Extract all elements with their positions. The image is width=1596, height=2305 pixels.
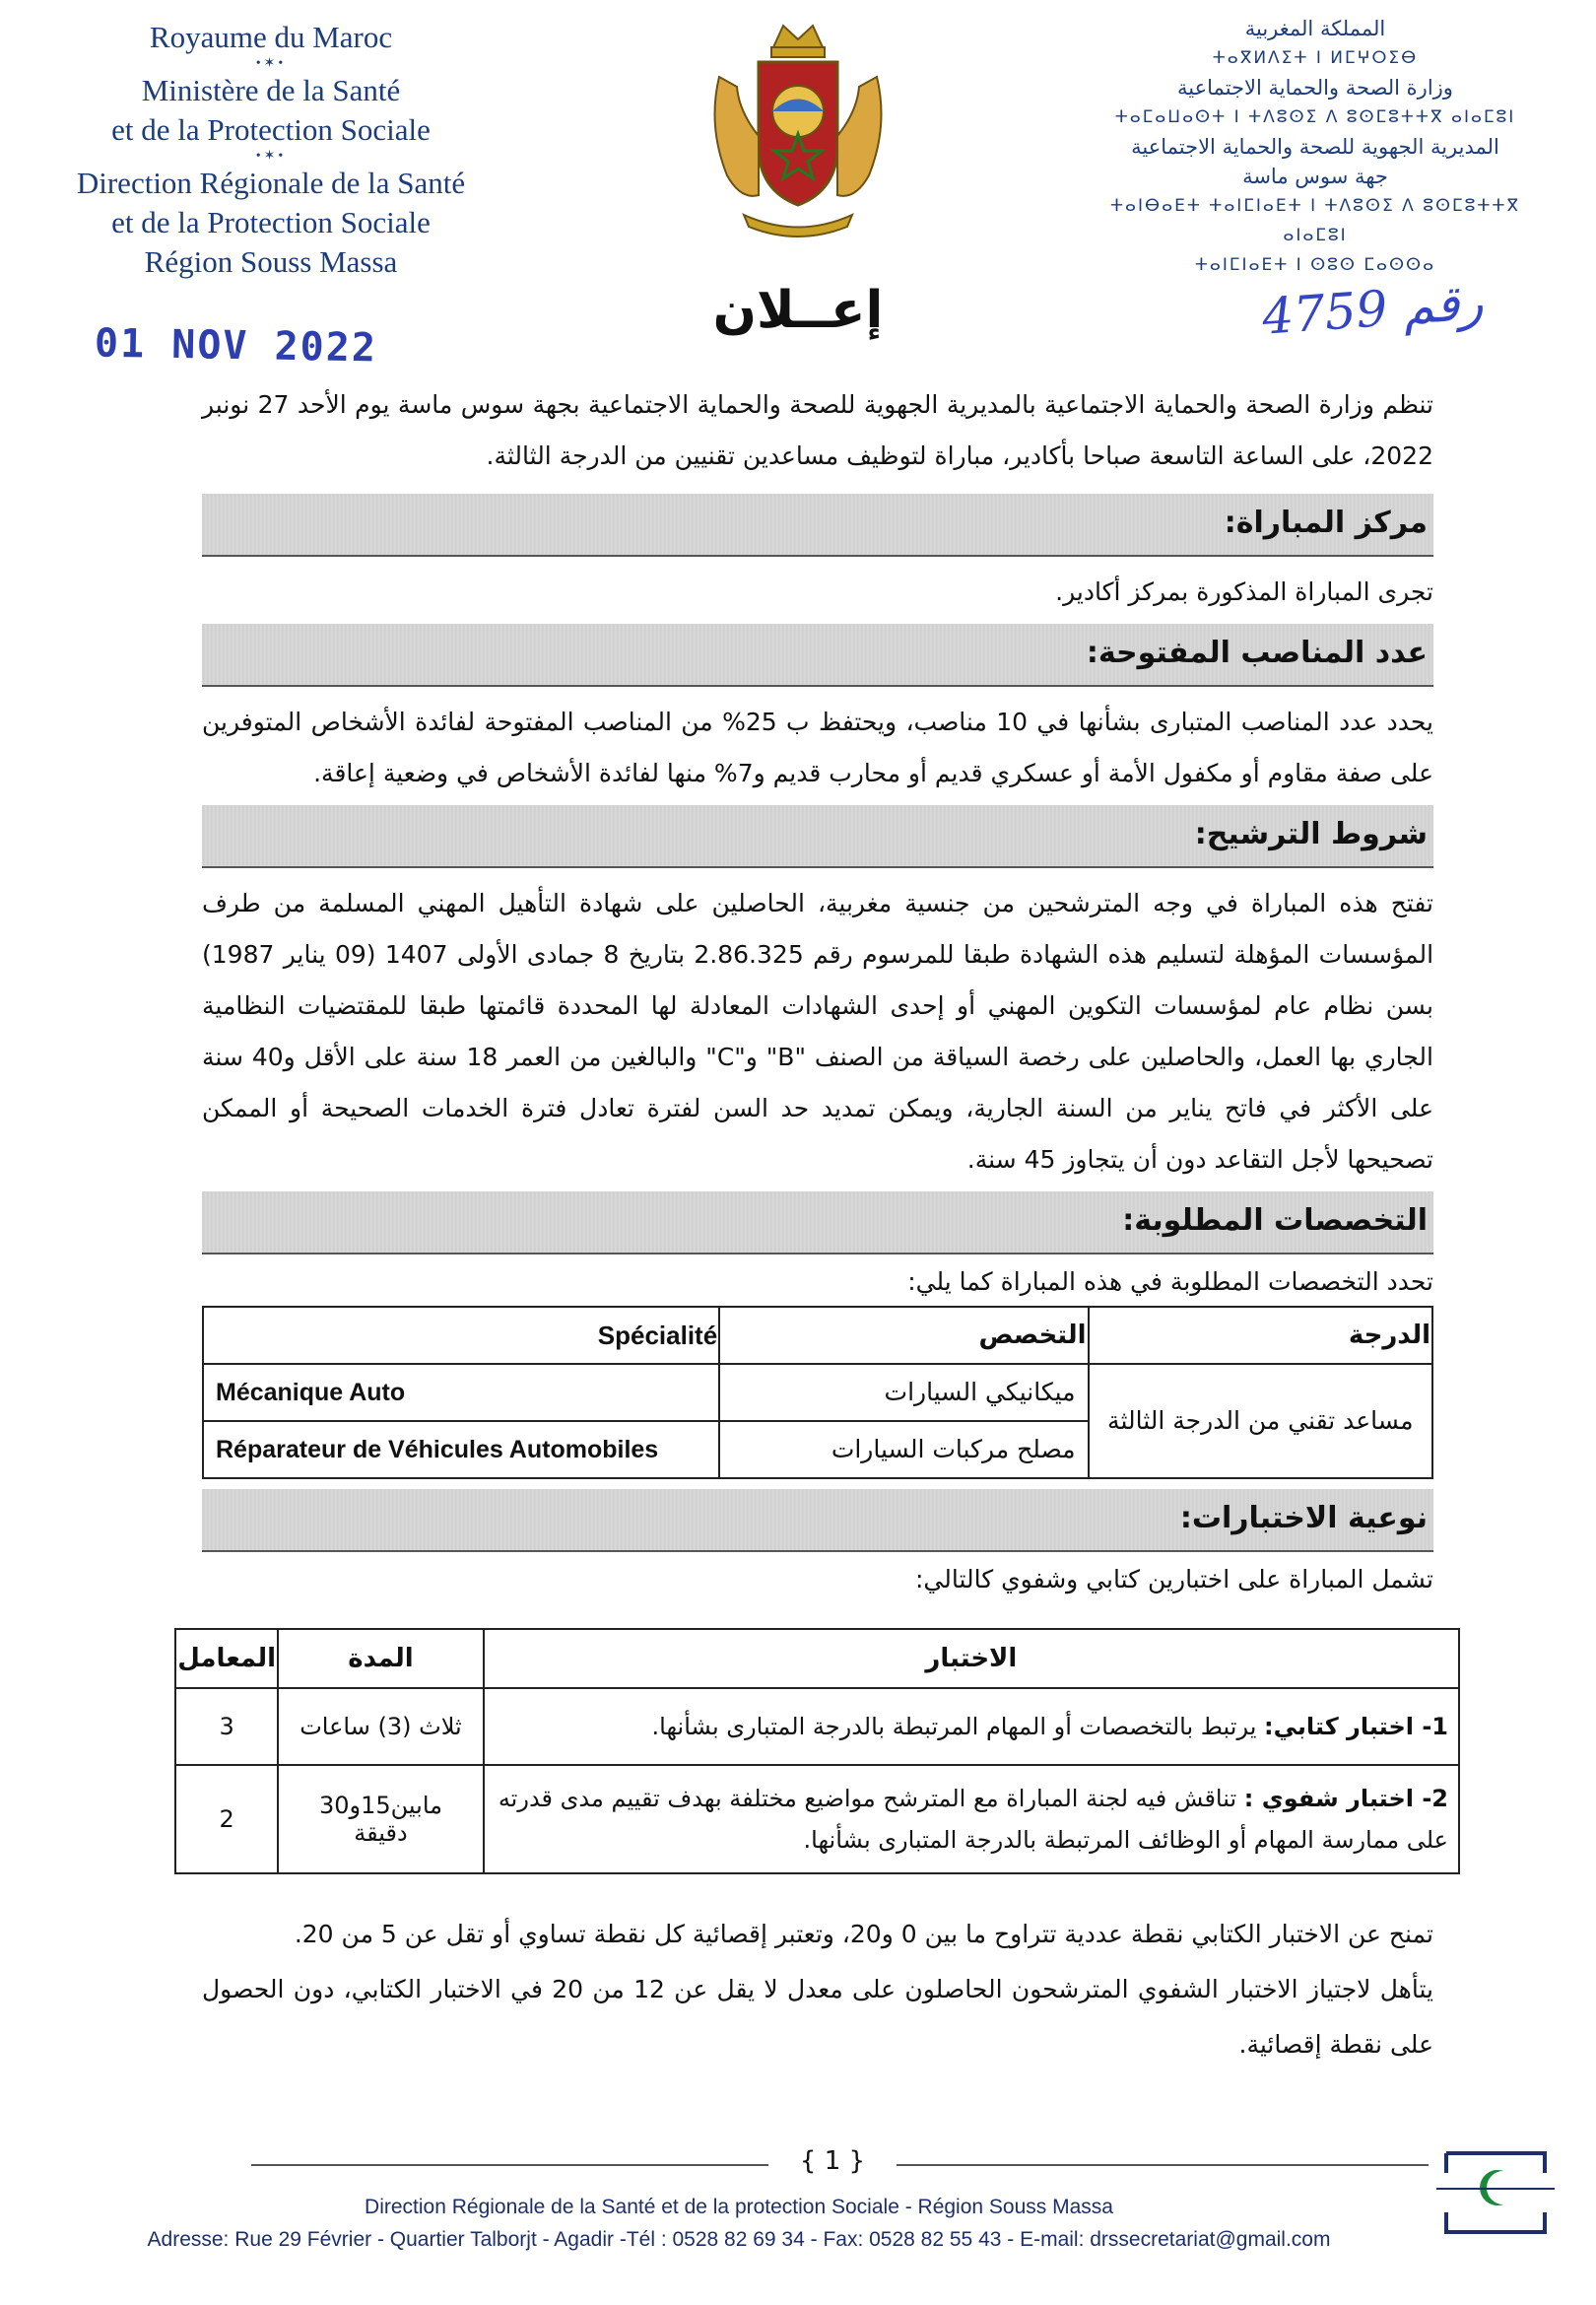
test-cell bbox=[484, 1765, 1459, 1873]
duration-cell: مابين15و30 دقيقة bbox=[278, 1765, 483, 1873]
table-row bbox=[175, 1765, 1459, 1873]
tests-intro: تشمل المباراة على اختبارين كتابي وشفوي كالتالي: bbox=[914, 1565, 1433, 1593]
ar-region: جهة سوس ماسة bbox=[1242, 165, 1388, 188]
test-desc: تناقش فيه لجنة المباراة مع المترشح مواضيع مختلفة بهدف تقييم مدى قدرته على ممارسة المهام أو الوظائف المرتبطة بالدرجة المتبارى بشأنها. bbox=[498, 1785, 1448, 1854]
test-name: 1- اختبار كتابي: bbox=[1264, 1713, 1448, 1740]
specialty-ar-cell: ميكانيكي السيارات bbox=[719, 1364, 1088, 1421]
tifinagh-ministry: ⵜⴰⵎⴰⵡⴰⵙⵜ ⵏ ⵜⴷⵓⵙⵉ ⴷ ⵓⵙⵎⵓⵜⵜⴳ ⴰⵏⴰⵎⵓⵏ bbox=[1114, 107, 1516, 127]
specialties-table bbox=[202, 1306, 1433, 1479]
center-paragraph: تجرى المباراة المذكورة بمركز أكادير. bbox=[1055, 577, 1433, 606]
reference-number: رقم 4759 bbox=[1259, 273, 1485, 346]
document-body bbox=[202, 379, 1433, 1597]
closing-paragraphs bbox=[202, 1907, 1433, 2072]
test-name: 2- اختبار شفوي : bbox=[1243, 1785, 1448, 1812]
french-header bbox=[39, 18, 502, 282]
posts-paragraph: يحدد عدد المناصب المتبارى بشأنها في 10 مناصب، ويحتفظ ب 25% من المناصب المفتوحة لفائدة الأشخاص المتوفرين على صفة مقاوم أو مكفول الأمة أو عسكري قديم أو محارب قديم و7% منها لفائدة الأشخاص في وضعية إعاقة. bbox=[202, 708, 1433, 787]
section-heading-posts: عدد المناصب المفتوحة: bbox=[202, 624, 1433, 687]
intro-paragraph: تنظم وزارة الصحة والحماية الاجتماعية بالمديرية الجهوية للصحة والحماية الاجتماعية بجهة سوس ماسة يوم الأحد 27 نونبر 2022، على الساعة التاسعة صباحا بأكادير، مباراة لتوظيف مساعدين تقنيين من الدرجة الثالثة. bbox=[202, 390, 1433, 470]
header-coef: المعامل bbox=[175, 1629, 278, 1688]
royal-emblem bbox=[690, 18, 906, 244]
table-row bbox=[203, 1364, 1432, 1421]
page-number bbox=[768, 2146, 897, 2176]
test-cell bbox=[484, 1688, 1459, 1765]
header-specialty-fr: Spécialité bbox=[203, 1307, 719, 1364]
tests-table-wrapper bbox=[174, 1628, 1460, 1874]
ar-direction: المديرية الجهوية للصحة والحماية الاجتماعية bbox=[1131, 135, 1499, 159]
table-header-row bbox=[203, 1307, 1432, 1364]
fr-ministry-2: et de la Protection Sociale bbox=[111, 112, 431, 147]
specialty-ar-cell: مصلح مركبات السيارات bbox=[719, 1421, 1088, 1478]
arabic-header bbox=[1084, 14, 1547, 280]
fr-kingdom: Royaume du Maroc bbox=[149, 20, 393, 54]
ar-ministry: وزارة الصحة والحماية الاجتماعية bbox=[1177, 76, 1453, 100]
bracket-right: } bbox=[840, 2146, 866, 2176]
header-duration: المدة bbox=[278, 1629, 483, 1688]
specialty-fr-cell: Réparateur de Véhicules Automobiles bbox=[203, 1421, 719, 1478]
section-heading-specialties: التخصصات المطلوبة: bbox=[202, 1191, 1433, 1254]
test-desc: يرتبط بالتخصصات أو المهام المرتبطة بالدرجة المتبارى بشأنها. bbox=[651, 1713, 1257, 1740]
announcement-title: إعــلان bbox=[712, 281, 884, 340]
table-header-row bbox=[175, 1629, 1459, 1688]
header-test: الاختبار bbox=[484, 1629, 1459, 1688]
tifinagh-region: ⵜⴰⵏⵎⵏⴰⴹⵜ ⵏ ⵙⵓⵙ ⵎⴰⵙⵙⴰ bbox=[1194, 255, 1436, 275]
section-heading-tests: نوعية الاختبارات: bbox=[202, 1489, 1433, 1552]
table-row bbox=[175, 1688, 1459, 1765]
date-stamp: 01 NOV 2022 bbox=[94, 320, 378, 372]
conditions-paragraph: تفتح هذه المباراة في وجه المترشحين من جنسية مغربية، الحاصلين على شهادة التأهيل المهني المسلمة من طرف المؤسسات المؤهلة لتسليم هذه الشهادة طبقا للمرسوم رقم 2.86.325 بتاريخ 8 جمادى الأولى 1407 (09 يناير 1987) بسن نظام عام لمؤسسات التكوين المهني أو إحدى الشهادات المعادلة لها المحددة قائمتها طبقا للمقتضيات النظامية الجاري بها العمل، والحاصلين على رخصة السياقة من الصنف "B" و"C" والبالغين من العمر 18 سنة على الأقل و40 سنة على الأكثر في فاتح يناير من السنة الجارية، ويمكن تمديد حد السن لفترة تعادل فترة الخدمات الصحيحة أو الممكن تصحيحها لأجل التقاعد دون أن يتجاوز 45 سنة. bbox=[202, 889, 1434, 1174]
fr-direction: Direction Régionale de la Santé bbox=[76, 166, 466, 200]
page-number-value: 1 bbox=[824, 2146, 841, 2176]
header-specialty-ar: التخصص bbox=[719, 1307, 1088, 1364]
specialty-fr-cell: Mécanique Auto bbox=[203, 1364, 719, 1421]
divider-stars: •✶• bbox=[255, 149, 287, 164]
section-heading-center: مركز المباراة: bbox=[202, 494, 1433, 557]
header-grade: الدرجة bbox=[1089, 1307, 1432, 1364]
section-heading-conditions: شروط الترشيح: bbox=[202, 805, 1433, 868]
ministry-logo bbox=[1436, 2143, 1555, 2242]
grade-cell: مساعد تقني من الدرجة الثالثة bbox=[1089, 1364, 1432, 1478]
specialties-intro: تحدد التخصصات المطلوبة في هذه المباراة كما يلي: bbox=[907, 1267, 1433, 1296]
fr-direction-2: et de la Protection Sociale bbox=[111, 205, 431, 239]
duration-cell: ثلاث (3) ساعات bbox=[278, 1688, 483, 1765]
tifinagh-direction: ⵜⴰⵏⴱⴰⴹⵜ ⵜⴰⵏⵎⵏⴰⴹⵜ ⵏ ⵜⴷⵓⵙⵉ ⴷ ⵓⵙⵎⵓⵜⵜⴳ ⴰⵏⴰⵎⵓⵏ bbox=[1109, 196, 1521, 245]
tifinagh-kingdom: ⵜⴰⴳⵍⴷⵉⵜ ⵏ ⵍⵎⵖⵔⵉⴱ bbox=[1212, 48, 1419, 68]
divider-stars: •✶• bbox=[255, 56, 287, 71]
closing-paragraph-2: يتأهل لاجتياز الاختبار الشفوي المترشحون الحاصلون على معدل لا يقل عن 12 من 20 في الاختبار الكتابي، دون الحصول على نقطة إقصائية. bbox=[202, 1975, 1433, 2059]
footer-address: Adresse: Rue 29 Février - Quartier Talborjt - Agadir -Tél : 0528 82 69 34 - Fax: 0528 82 55 43 - E-mail: drssecretariat@gmail.com bbox=[147, 2228, 1331, 2251]
coef-cell: 2 bbox=[175, 1765, 278, 1873]
footer-rule-right bbox=[897, 2164, 1429, 2166]
footer-rule-left bbox=[251, 2164, 768, 2166]
ar-kingdom: المملكة المغربية bbox=[1244, 17, 1386, 40]
bracket-left: { bbox=[799, 2146, 825, 2176]
closing-paragraph-1: تمنح عن الاختبار الكتابي نقطة عددية تتراوح ما بين 0 و20، وتعتبر إقصائية كل نقطة تساوي أو تقل عن 5 من 20. bbox=[294, 1920, 1433, 1948]
coef-cell: 3 bbox=[175, 1688, 278, 1765]
fr-ministry: Ministère de la Santé bbox=[141, 73, 401, 107]
tests-table bbox=[174, 1628, 1460, 1874]
fr-region: Région Souss Massa bbox=[144, 244, 398, 279]
footer-direction: Direction Régionale de la Santé et de la protection Sociale - Région Souss Massa bbox=[365, 2196, 1113, 2218]
